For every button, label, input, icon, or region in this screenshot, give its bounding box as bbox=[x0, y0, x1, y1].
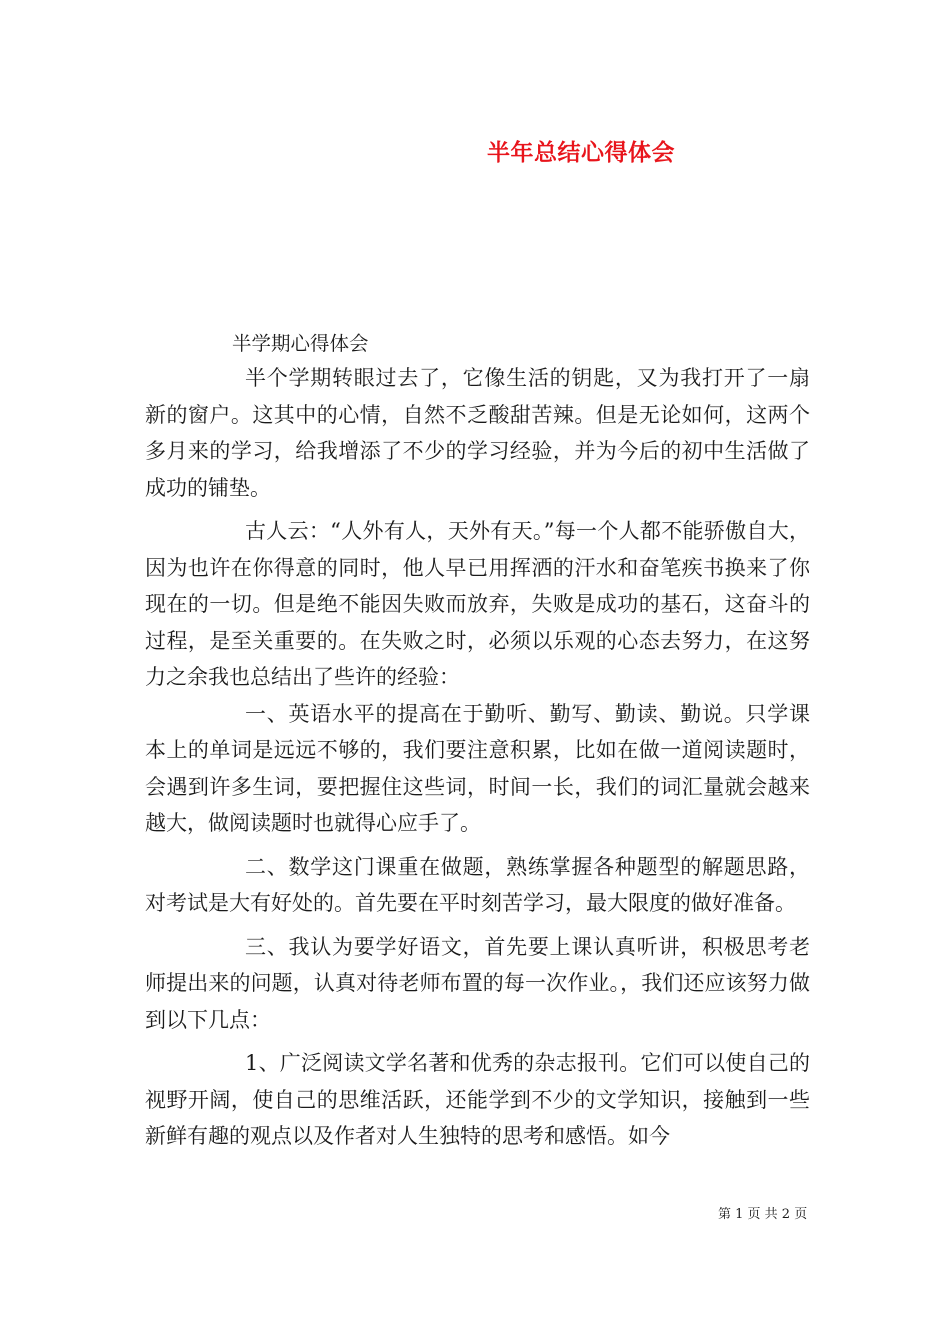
paragraph-math: 二、数学这门课重在做题，熟练掌握各种题型的解题思路，对考试是大有好处的。首先要在平时刻苦学习，最大限度的做好准备。 bbox=[145, 854, 810, 915]
paragraph-reading: 1、广泛阅读文学名著和优秀的杂志报刊。它们可以使自己的视野开阔，使自己的思维活跃，还能学到不少的文学知识，接触到一些新鲜有趣的观点以及作者对人生独特的思考和感悟。如今 bbox=[145, 1051, 810, 1148]
paragraph-chinese: 三、我认为要学好语文，首先要上课认真听讲，积极思考老师提出来的问题，认真对待老师布置的每一次作业。，我们还应该努力做到以下几点： bbox=[145, 934, 810, 1032]
section-subheading: 半学期心得体会 bbox=[232, 332, 369, 355]
document-title: 半年总结心得体会 bbox=[487, 139, 675, 166]
page-footer: 第 1 页 共 2 页 bbox=[718, 1207, 808, 1222]
document-body bbox=[145, 360, 810, 1155]
paragraph-english: 一、英语水平的提高在于勤听、勤写、勤读、勤说。只学课本上的单词是远远不够的，我们要注意积累，比如在做一道阅读题时，会遇到许多生词，要把握住这些词，时间一长，我们的词汇量就会越来越大，做阅读题时也就得心应手了。 bbox=[145, 701, 810, 835]
paragraph-intro: 半个学期转眼过去了，它像生活的钥匙，又为我打开了一扇新的窗户。这其中的心情，自然不乏酸甜苦辣。但是无论如何，这两个多月来的学习，给我增添了不少的学习经验，并为今后的初中生活做了成功的铺垫。 bbox=[145, 366, 810, 500]
paragraph-ancient-saying: 古人云：“人外有人，天外有天。”每一个人都不能骄傲自大，因为也许在你得意的同时，他人早已用挥洒的汗水和奋笔疾书换来了你现在的一切。但是绝不能因失败而放弃，失败是成功的基石，这奋斗的过程，是至关重要的。在失败之时，必须以乐观的心态去努力，在这努力之余我也总结出了些许的经验： bbox=[145, 519, 810, 689]
